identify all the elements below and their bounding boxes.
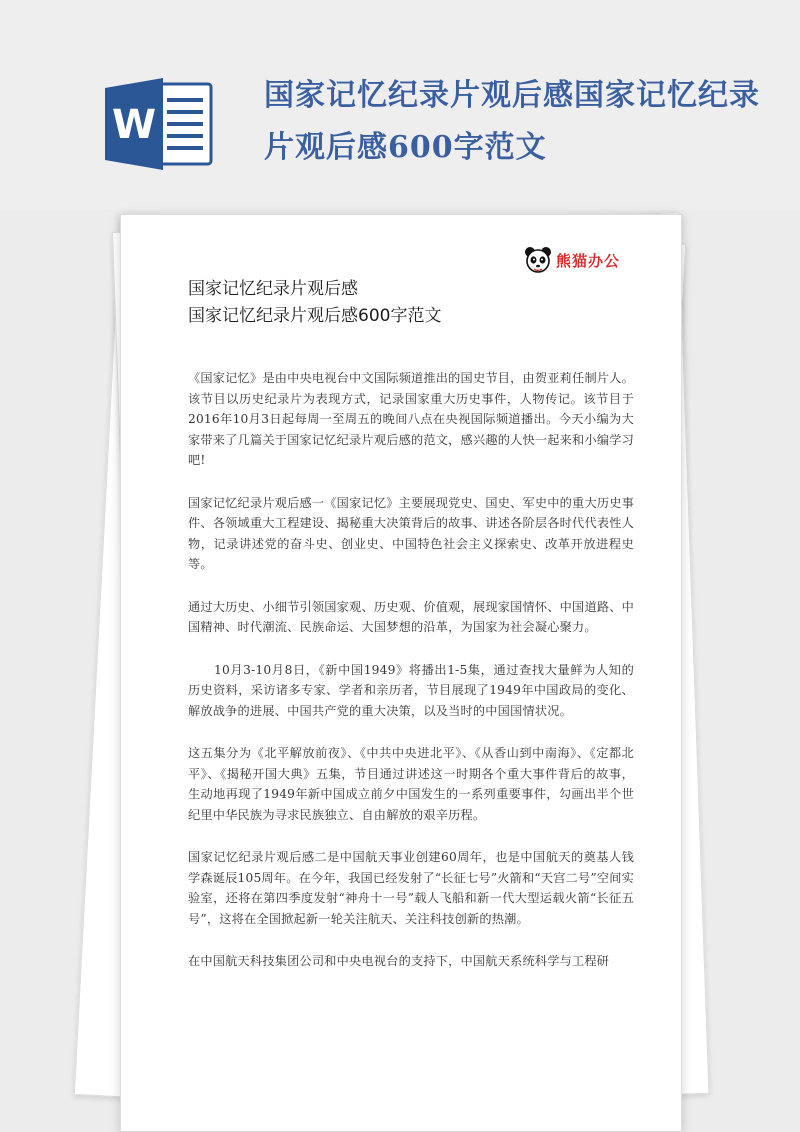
brand-logo — [524, 246, 620, 274]
brand-name: 熊猫办公 — [556, 251, 621, 270]
paragraph: 通过大历史、小细节引领国家观、历史观、价值观，展现家国情怀、中国道路、中国精神、时代潮流、民族命运、大国梦想的沿革，为国家为社会凝心聚力。 — [188, 599, 634, 634]
paragraph: 国家记忆纪录片观后感二是中国航天事业创建60周年，也是中国航天的奠基人钱学森诞辰105周年。在今年，我国已经发射了“长征七号”火箭和“天宫二号”空间实验室，还将在第四季度发射“神舟十一号”载人飞船和新一代大型运载火箭“长征五号”，这将在全国掀起新一轮关注航天、关注科技创新的热潮。 — [188, 850, 634, 926]
svg-text:W: W — [111, 102, 157, 148]
paragraph: 国家记忆纪录片观后感一《国家记忆》主要展现党史、国史、军史中的重大历史事件、各领域重大工程建设、揭秘重大决策背后的故事、讲述各阶层各时代代表性人物，记录讲述党的奋斗史、创业史、中国特色社会主义探索史、改革开放进程史等。 — [188, 495, 634, 571]
paragraph: 这五集分为《北平解放前夜》、《中共中央进北平》、《从香山到中南海》、《定都北平》、《揭秘开国大典》五集，节目通过讲述这一时期各个重大事件背后的故事，生动地再现了1949年新中国成立前夕中国发生的一系列重要事件，勾画出半个世纪里中华民族为寻求民族独立、自由解放的艰辛历程。 — [188, 746, 634, 822]
document-title-line: 国家记忆纪录片观后感 — [188, 279, 358, 299]
paragraph-intro: 《国家记忆》是由中央电视台中文国际频道推出的国史节目，由贺亚莉任制片人。该节目以历史纪录片为表现方式，记录国家重大历史事件，人物传记。该节目于2016年10月3日起每周一至周五的晚间八点在央视国际频道播出。今天小编为大家带来了几篇关于国家记忆纪录片观后感的范文，感兴趣的人快一起来和小编学习吧! — [188, 371, 634, 467]
paragraph: 10月3-10月8日，《新中国1949》将播出1-5集，通过查找大量鲜为人知的历史资料，采访诸多专家、学者和亲历者，节目展现了1949年中国政局的变化、解放战争的进展、中国共产党的重大决策，以及当时的中国国情状况。 — [188, 662, 634, 718]
document-title-line: 国家记忆纪录片观后感600字范文 — [188, 306, 442, 326]
document-title — [188, 276, 634, 330]
panda-icon — [524, 246, 552, 274]
banner-title: 国家记忆纪录片观后感国家记忆纪录片观后感600字范文 — [264, 78, 760, 165]
document-body — [188, 276, 634, 986]
paragraph: 在中国航天科技集团公司和中央电视台的支持下，中国航天系统科学与工程研 — [188, 954, 610, 968]
